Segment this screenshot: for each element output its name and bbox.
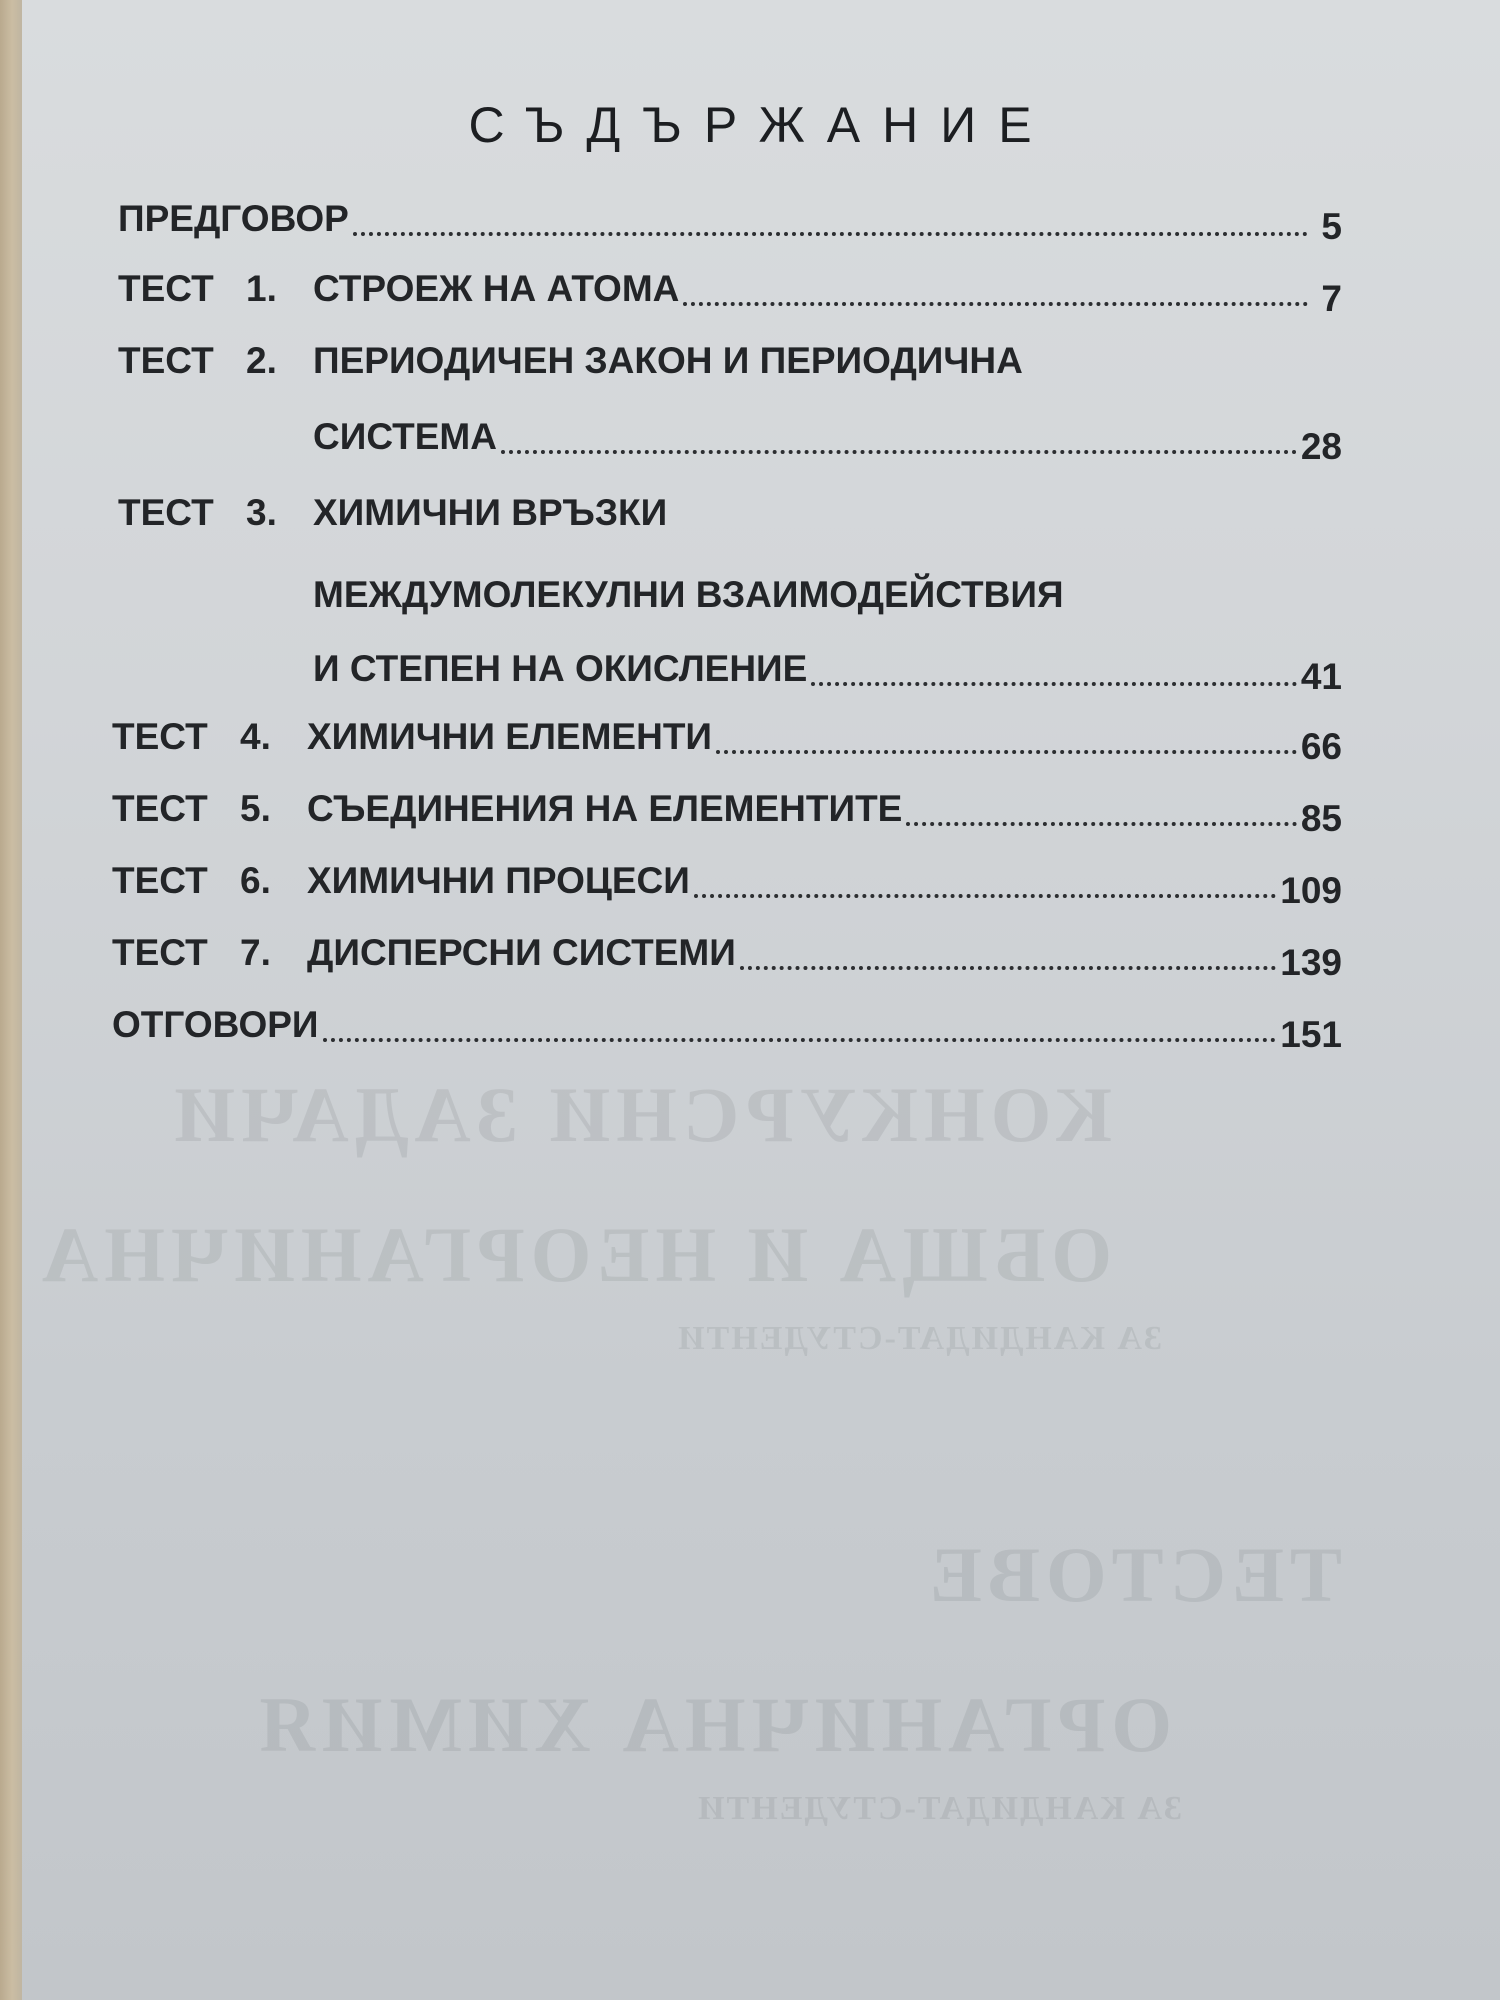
toc-entry-test-6[interactable] — [112, 858, 1342, 911]
test-number: 2. — [246, 340, 277, 381]
toc-entry-test-3-line-3[interactable] — [118, 646, 1342, 697]
toc-entry-test-1[interactable] — [118, 266, 1342, 319]
test-number: 5. — [240, 788, 271, 829]
toc-entry-label: И СТЕПЕН НА ОКИСЛЕНИЕ — [313, 648, 808, 689]
test-prefix: ТЕСТ — [118, 268, 214, 309]
toc-entry-test-3-line-2[interactable] — [118, 572, 1342, 618]
toc-page-number: 5 — [1321, 206, 1342, 247]
book-spine-edge — [0, 0, 22, 2000]
toc-entry-label: ОТГОВОРИ — [112, 1004, 319, 1045]
show-through-text: ОРГАНИЧНА ХИМИЯ — [253, 1681, 1172, 1768]
toc-page-number: 85 — [1300, 798, 1342, 839]
show-through-text: ЗА КАНДИДАТ-СТУДЕНТИ — [676, 1320, 1162, 1357]
toc-entry-label: ХИМИЧНИ ВРЪЗКИ — [313, 492, 668, 533]
dot-leader — [906, 822, 1296, 826]
test-number: 1. — [246, 268, 277, 309]
toc-entry-label: СТРОЕЖ НА АТОМА — [313, 268, 680, 309]
toc-entry-preface[interactable] — [118, 196, 1342, 247]
toc-entry-test-3[interactable] — [118, 490, 1342, 536]
test-prefix: ТЕСТ — [118, 340, 214, 381]
toc-page-number: 109 — [1280, 870, 1342, 911]
test-prefix: ТЕСТ — [112, 716, 208, 757]
toc-page-number: 41 — [1300, 656, 1342, 697]
test-number: 4. — [240, 716, 271, 757]
test-number: 3. — [246, 492, 277, 533]
test-prefix: ТЕСТ — [112, 932, 208, 973]
toc-page-number: 66 — [1300, 726, 1342, 767]
toc-entry-label: ХИМИЧНИ ЕЛЕМЕНТИ — [307, 716, 713, 757]
dot-leader — [683, 302, 1308, 306]
show-through-text: ЗА КАНДИДАТ-СТУДЕНТИ — [696, 1790, 1182, 1827]
toc-entry-test-7[interactable] — [112, 930, 1342, 983]
dot-leader — [740, 966, 1276, 970]
toc-entry-label: ПЕРИОДИЧЕН ЗАКОН И ПЕРИОДИЧНА — [313, 340, 1023, 381]
dot-leader — [353, 232, 1308, 236]
test-prefix: ТЕСТ — [118, 492, 214, 533]
test-number: 7. — [240, 932, 271, 973]
toc-entry-label: ДИСПЕРСНИ СИСТЕМИ — [307, 932, 736, 973]
test-number: 6. — [240, 860, 271, 901]
toc-entry-label: ПРЕДГОВОР — [118, 198, 349, 239]
dot-leader — [716, 750, 1297, 754]
toc-entry-label: ХИМИЧНИ ПРОЦЕСИ — [307, 860, 690, 901]
toc-entry-answers[interactable] — [112, 1002, 1342, 1055]
dot-leader — [694, 894, 1276, 898]
toc-entry-test-2[interactable] — [118, 338, 1342, 384]
dot-leader — [811, 682, 1297, 686]
show-through-text: ТЕСТОВЕ — [923, 1531, 1342, 1618]
dot-leader — [501, 450, 1297, 454]
dot-leader — [323, 1038, 1277, 1042]
toc-entry-test-4[interactable] — [112, 714, 1342, 767]
toc-page-number: 139 — [1280, 942, 1342, 983]
show-through-text: ОБЩА И НЕОРГАНИЧНА — [36, 1211, 1112, 1298]
test-prefix: ТЕСТ — [112, 788, 208, 829]
show-through-text: КОНКУРСНИ ЗАДАЧИ — [168, 1071, 1112, 1158]
toc-entry-test-5[interactable] — [112, 786, 1342, 839]
toc-page-number: 28 — [1300, 426, 1342, 467]
toc-entry-test-2-continued[interactable] — [118, 414, 1342, 467]
toc-entry-label: МЕЖДУМОЛЕКУЛНИ ВЗАИМОДЕЙСТВИЯ — [313, 574, 1064, 615]
toc-entry-label: СЪЕДИНЕНИЯ НА ЕЛЕМЕНТИТЕ — [307, 788, 903, 829]
toc-entry-label: СИСТЕМА — [313, 416, 497, 457]
page-title: СЪДЪРЖАНИЕ — [468, 97, 1054, 153]
toc-page-number: 7 — [1321, 278, 1342, 319]
test-prefix: ТЕСТ — [112, 860, 208, 901]
toc-page-number: 151 — [1280, 1014, 1342, 1055]
